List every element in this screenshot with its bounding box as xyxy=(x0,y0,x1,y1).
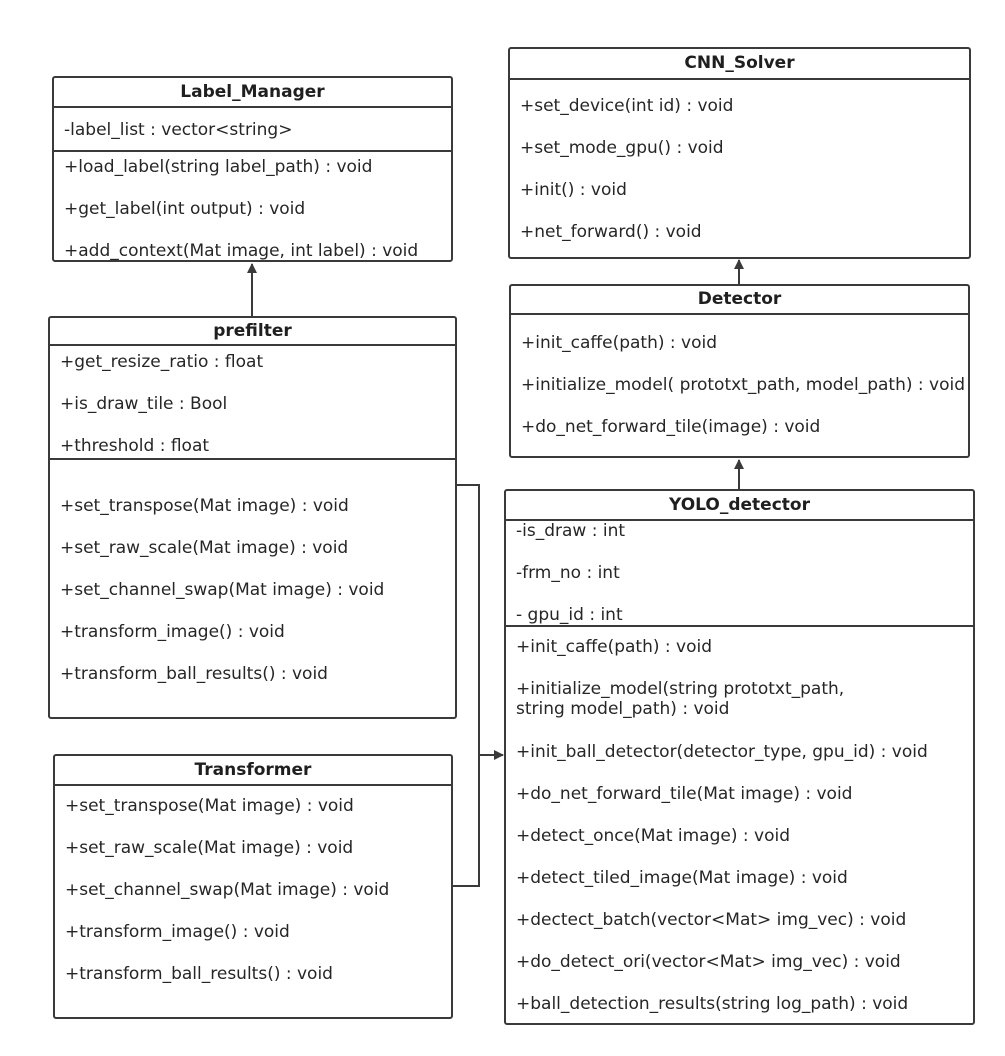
attribute-row: +is_draw_tile : Bool xyxy=(60,394,228,414)
prefilter-class[interactable] xyxy=(48,316,457,719)
yolo-detector-methods xyxy=(506,627,973,1023)
method-row: +set_transpose(Mat image) : void xyxy=(65,796,354,816)
yolo-detector-title: YOLO_detector xyxy=(506,491,973,521)
method-row: +init_caffe(path) : void xyxy=(521,333,717,353)
method-row: +add_context(Mat image, int label) : void xyxy=(64,241,419,261)
method-row: +init() : void xyxy=(520,180,627,200)
method-row: +set_channel_swap(Mat image) : void xyxy=(65,880,390,900)
detector-class[interactable] xyxy=(509,284,970,458)
method-row: +transform_image() : void xyxy=(60,622,285,642)
method-row: +set_raw_scale(Mat image) : void xyxy=(65,838,354,858)
transformer-methods xyxy=(55,786,451,1017)
attribute-row: +threshold : float xyxy=(60,436,210,456)
method-row: +initialize_model(string prototxt_path, string model_path) : void xyxy=(516,679,845,719)
method-row: +load_label(string label_path) : void xyxy=(64,157,373,177)
attribute-row: -is_draw : int xyxy=(516,521,626,541)
method-row: +set_transpose(Mat image) : void xyxy=(60,496,349,516)
method-row: +do_detect_ori(vector<Mat> img_vec) : void xyxy=(516,952,901,972)
transformer-to-yolo-connector xyxy=(453,755,503,886)
method-row: +net_forward() : void xyxy=(520,222,702,242)
cnn-solver-class[interactable] xyxy=(508,47,971,259)
cnn-solver-title: CNN_Solver xyxy=(510,49,969,80)
transformer-class[interactable] xyxy=(53,754,453,1019)
prefilter-methods xyxy=(50,460,455,717)
method-row: +detect_tiled_image(Mat image) : void xyxy=(516,868,848,888)
yolo-detector-attributes xyxy=(506,521,973,627)
detector-methods xyxy=(511,315,968,456)
transformer-title: Transformer xyxy=(55,756,451,786)
method-row: +ball_detection_results(string log_path) : void xyxy=(516,994,909,1014)
method-row: +initialize_model( prototxt_path, model_path) : void xyxy=(521,375,966,395)
method-row: +detect_once(Mat image) : void xyxy=(516,826,790,846)
prefilter-attributes xyxy=(50,346,455,460)
method-row: +do_net_forward_tile(image) : void xyxy=(521,417,821,437)
method-row: +init_ball_detector(detector_type, gpu_id) : void xyxy=(516,742,928,762)
prefilter-to-yolo-connector xyxy=(456,485,479,755)
label-manager-attributes xyxy=(54,108,451,152)
attribute-row: -frm_no : int xyxy=(516,563,620,583)
label-manager-class[interactable] xyxy=(52,76,453,262)
yolo-detector-class[interactable] xyxy=(504,489,975,1025)
attribute-row: - gpu_id : int xyxy=(516,605,623,625)
cnn-solver-methods xyxy=(510,80,969,257)
method-row: +transform_ball_results() : void xyxy=(60,664,328,684)
label-manager-title: Label_Manager xyxy=(54,78,451,108)
method-row: +set_raw_scale(Mat image) : void xyxy=(60,538,349,558)
method-row: +set_device(int id) : void xyxy=(520,96,734,116)
method-row: +transform_image() : void xyxy=(65,922,290,942)
method-row: +dectect_batch(vector<Mat> img_vec) : void xyxy=(516,910,907,930)
method-row: +do_net_forward_tile(Mat image) : void xyxy=(516,784,853,804)
method-row: +set_mode_gpu() : void xyxy=(520,138,724,158)
method-row: +transform_ball_results() : void xyxy=(65,964,333,984)
method-row: +init_caffe(path) : void xyxy=(516,637,712,657)
prefilter-title: prefilter xyxy=(50,318,455,346)
attribute-row: +get_resize_ratio : float xyxy=(60,352,264,372)
method-row: +set_channel_swap(Mat image) : void xyxy=(60,580,385,600)
method-row: +get_label(int output) : void xyxy=(64,199,306,219)
label-manager-methods xyxy=(54,152,451,260)
detector-title: Detector xyxy=(511,286,968,315)
attribute-row: -label_list : vector<string> xyxy=(64,120,293,140)
